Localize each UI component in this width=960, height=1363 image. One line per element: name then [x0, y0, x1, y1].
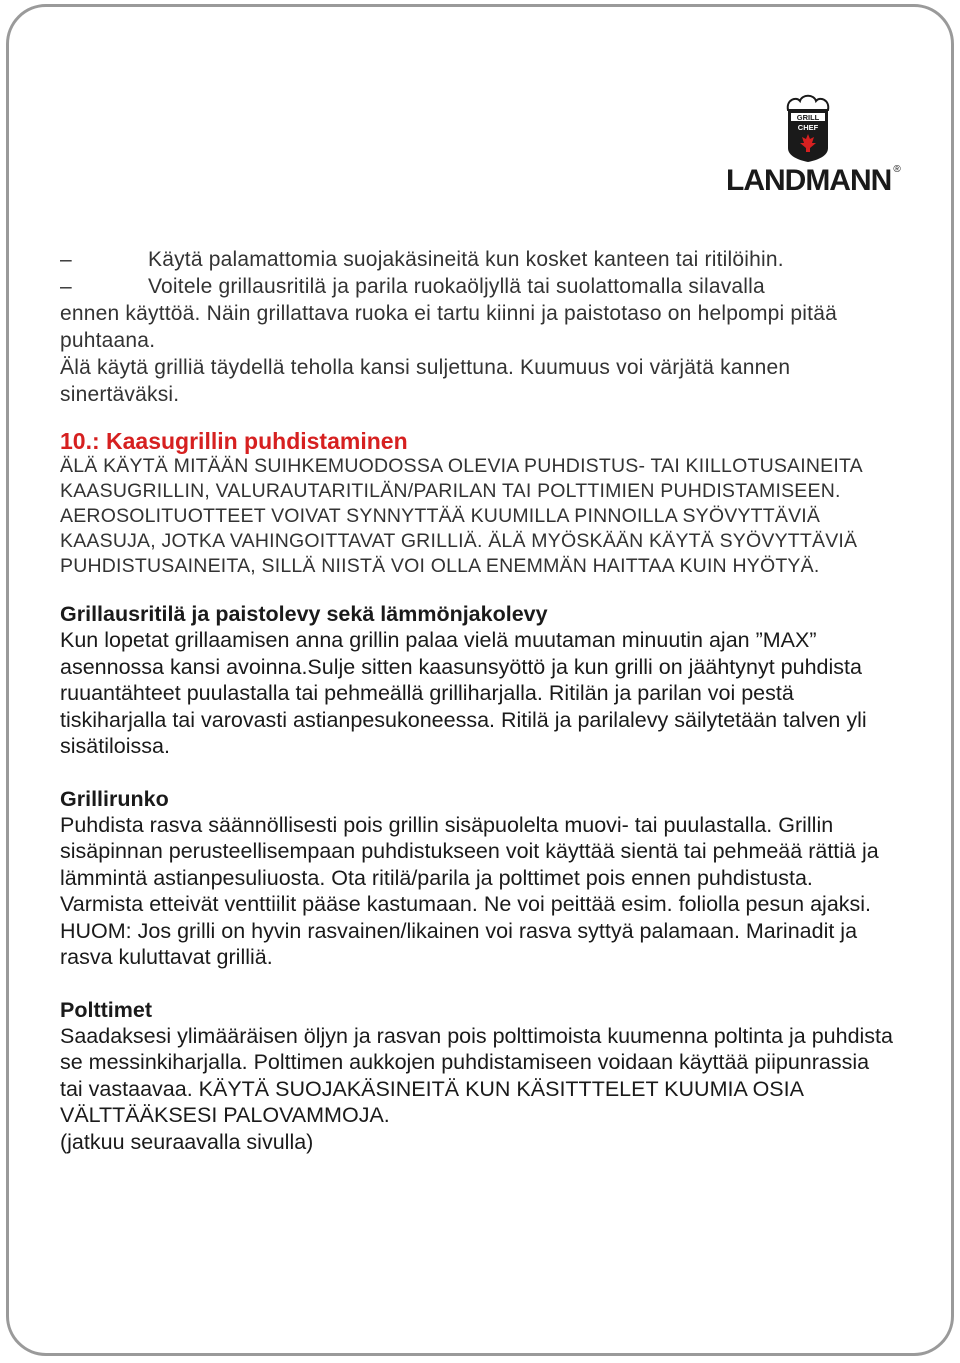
dash-bullet: –	[60, 248, 72, 271]
subsection-heading: Grillirunko	[60, 786, 169, 811]
list-item-text: Käytä palamattomia suojakäsineitä kun kosket kanteen tai ritilöihin.	[148, 248, 784, 271]
section-heading: 10.: Kaasugrillin puhdistaminen	[60, 428, 408, 454]
page-content	[60, 246, 900, 1155]
list-item	[60, 246, 900, 273]
warning-text: ÄLÄ KÄYTÄ MITÄÄN SUIHKEMUODOSSA OLEVIA PUHDISTUS- TAI KIILLOTUSAINEITA KAASUGRILLIN, VALURAUTARITILÄN/PARILAN TAI POLTTIMIEN PUHDISTAMISEEN. AEROSOLITUOTTEET VOIVAT SYNNYTTÄÄ KUUMILLA PINNOILLA SYÖVYTTÄVIÄ KAASUJA, JOTKA VAHINGOITTAVAT GRILLIÄ. ÄLÄ MYÖSKÄÄN KÄYTÄ SYÖVYTTÄVIÄ PUHDISTUSAINEITA, SILLÄ NIISTÄ VOI OLLA ENEMMÄN HAITTAA KUIN HYÖTYÄ.	[60, 455, 862, 577]
paragraph: Saadaksesi ylimääräisen öljyn ja rasvan pois polttimoista kuumenna poltinta ja puhdista se messinkiharjalla. Polttimen aukkojen puhdistamiseen voidaan käyttää piipunrassia tai vastaavaa. KÄYTÄ SUOJAKÄSINEITÄ KUN KÄSITTTELET KUUMIA OSIA VÄLTTÄÄKSESI PALOVAMMOJA.	[60, 1023, 893, 1127]
intro-list	[60, 246, 900, 408]
subsection-heading: Grillausritilä ja paistolevy sekä lämmönjakolevy	[60, 602, 548, 626]
burners-section	[60, 997, 900, 1156]
note-paragraph: HUOM: Jos grilli on hyvin rasvainen/likainen voi rasva syttyä palamaan. Marinadit ja rasva kuluttavat grilliä.	[60, 918, 858, 969]
body-section	[60, 786, 900, 971]
logo-badge-text-1: GRILL	[796, 113, 820, 122]
grate-section	[60, 601, 900, 760]
logo-badge-text-2: CHEF	[797, 123, 819, 132]
paragraph: Kun lopetat grillaamisen anna grillin palaa vielä muutaman minuutin ajan ”MAX” asennossa kansi avoinna.Sulje sitten kaasunsyöttö ja kun grilli on jäähtynyt puhdista ruuantähteet puulastalla tai pehmeällä grilliharjalla. Ritilän ja parilan voi pestä tiskiharjalla tai varovasti astianpesukoneessa. Ritilä ja parilalevy säilytetään talven yli sisätiloissa.	[60, 628, 867, 758]
brand-name: LANDMANN	[726, 164, 892, 197]
subsection-heading: Polttimet	[60, 997, 152, 1022]
intro-continuation: ennen käyttöä. Näin grillattava ruoka ei tartu kiinni ja paistotaso on helpompi pitää puhtaana.	[60, 302, 837, 352]
continued-note: (jatkuu seuraavalla sivulla)	[60, 1129, 314, 1154]
paragraph: Puhdista rasva säännöllisesti pois grillin sisäpuolelta muovi- tai puulastalla. Grillin sisäpinnan perusteellisempaan puhdistukseen voit käyttää sientä tai pehmeää rättiä ja lämmintä astianpesuliuosta. Ota ritilä/parila ja polttimet pois ennen puhdistusta. Varmista etteivät venttiilit pääse kastumaan. Ne voi peittää esim. foliolla pesun ajaksi.	[60, 812, 879, 916]
intro-line: Älä käytä grilliä täydellä teholla kansi suljettuna. Kuumuus voi värjätä kannen sinertäväksi.	[60, 356, 791, 406]
dash-bullet: –	[60, 275, 72, 298]
brand-logo	[726, 164, 900, 198]
list-item	[60, 273, 900, 300]
registered-mark: ®	[893, 164, 900, 175]
list-item-text: Voitele grillausritilä ja parila ruokaöljyllä tai suolattomalla silavalla	[148, 275, 765, 298]
